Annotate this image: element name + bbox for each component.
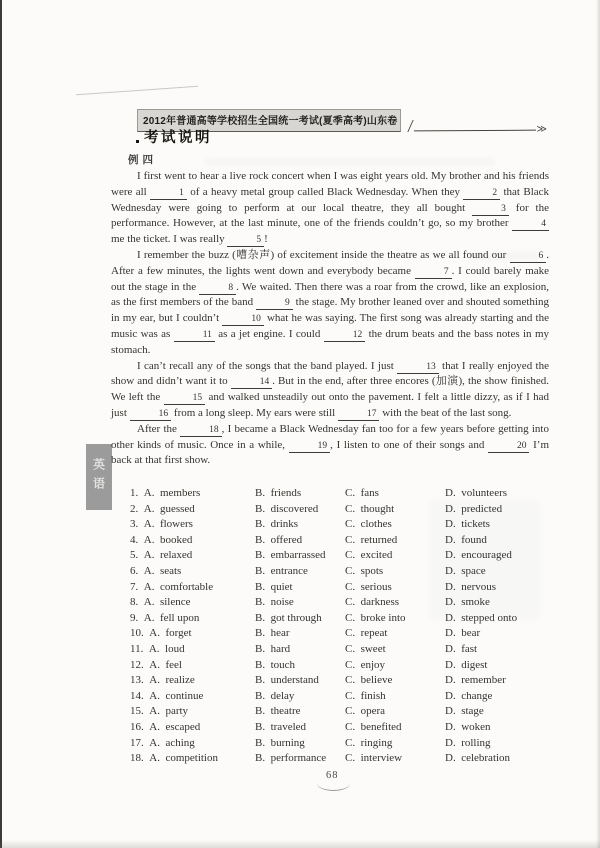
option-cell: D. digest <box>445 658 488 671</box>
question-row <box>130 704 560 720</box>
option-cell: D. found <box>445 533 487 546</box>
option-cell: D. smoke <box>445 596 490 609</box>
option-cell: C. sweet <box>345 642 386 655</box>
option-cell: B. embarrassed <box>255 549 326 562</box>
scan-right-edge <box>596 0 600 848</box>
cloze-blank: 7 <box>415 267 452 279</box>
option-cell: B. performance <box>255 752 327 765</box>
cloze-blank: 18 <box>180 425 222 437</box>
option-cell: 11. A. loud <box>130 642 185 655</box>
option-cell: C. broke into <box>345 611 406 624</box>
question-row <box>130 486 560 502</box>
option-cell: 7. A. comfortable <box>130 580 214 593</box>
option-cell: 8. A. silence <box>130 596 191 609</box>
section-bullet <box>136 140 139 143</box>
option-cell: B. hard <box>255 642 291 655</box>
options-list <box>130 486 560 767</box>
cloze-blank: 5 <box>227 235 264 247</box>
cloze-blank: 19 <box>289 441 331 453</box>
option-cell: D. space <box>445 564 486 577</box>
cloze-blank: 4 <box>512 219 549 231</box>
option-cell: 14. A. continue <box>130 689 204 702</box>
subject-tab-label: 英语 <box>91 458 106 496</box>
scan-bottom-edge <box>0 840 600 848</box>
cloze-blank: 14 <box>231 377 273 389</box>
option-cell: C. repeat <box>345 627 388 640</box>
subject-tab <box>86 444 112 510</box>
section-title: 考试说明 <box>144 130 212 146</box>
exam-title: 2012年普通高等学校招生全国统一考试(夏季高考)山东卷 <box>143 116 398 127</box>
option-cell: D. woken <box>445 720 491 733</box>
option-cell: B. traveled <box>255 720 307 733</box>
scan-left-edge <box>0 0 2 848</box>
option-cell: 9. A. fell upon <box>130 611 200 624</box>
option-cell: D. celebration <box>445 752 511 765</box>
option-cell: C. clothes <box>345 518 392 531</box>
cloze-blank: 11 <box>174 330 215 342</box>
cloze-blank: 15 <box>164 393 206 405</box>
option-cell: C. opera <box>345 705 386 718</box>
passage <box>111 169 549 469</box>
option-cell: B. discovered <box>255 502 319 515</box>
option-cell: D. predicted <box>445 502 503 515</box>
cloze-blank: 20 <box>488 441 530 453</box>
passage-paragraph: I can’t recall any of the songs that the band played. I just 13 that I really enjoyed the show and didn’t want it to 14 . But in the end, after three encores (加演), the show finished. We left the 15 and walked unsteadily out onto the pavement. I felt a little dizzy, as if I had just 16 from a long sleep. My ears were still 17 with the beat of the last song. <box>111 359 550 419</box>
option-cell: B. burning <box>255 736 305 749</box>
option-cell: C. returned <box>345 533 398 546</box>
option-cell: 15. A. party <box>130 705 189 718</box>
option-cell: C. excited <box>345 549 393 562</box>
cloze-blank: 8 <box>199 283 236 295</box>
option-cell: B. theatre <box>255 705 301 718</box>
question-row <box>130 502 560 518</box>
question-row <box>130 548 560 564</box>
question-row <box>130 626 560 642</box>
page-number: 68 <box>326 770 339 781</box>
option-cell: 18. A. competition <box>130 752 218 765</box>
option-cell: C. enjoy <box>345 658 386 671</box>
option-cell: 17. A. aching <box>130 736 195 749</box>
option-cell: D. fast <box>445 642 478 655</box>
passage-paragraph: After the 18 , I became a Black Wednesday fan too for a few years before getting into other kinds of music. Once in a while, 19 , I listen to one of their songs and 20 I’m back at that first show. <box>111 422 550 467</box>
passage-paragraph: I remember the buzz (嘈杂声) of excitement inside the theatre as we all found our 6 . After a few minutes, the lights went down and everybody became 7 . I could barely make out the stage in the 8 . We waited. Then there was a roar from the crowd, like an explosion, as the first members of the band 9 the stage. My brother leaned over and shouted something in my ear, but I couldn’t 10 what he was saying. The first song was already starting and the music was as 11 as a jet engine. I could 12 the drum beats and the bass notes in my stomach. <box>111 248 550 356</box>
ink-bleed <box>205 158 495 166</box>
option-cell: C. ringing <box>345 736 393 749</box>
option-cell: B. drinks <box>255 518 299 531</box>
cloze-blank: 2 <box>463 188 500 200</box>
question-row <box>130 595 560 611</box>
question-row <box>130 611 560 627</box>
option-cell: C. spots <box>345 564 384 577</box>
option-cell: C. darkness <box>345 596 400 609</box>
question-row <box>130 689 560 705</box>
page-number-arc <box>317 776 350 791</box>
cloze-blank: 13 <box>397 362 439 374</box>
option-cell: B. entrance <box>255 564 308 577</box>
option-cell: D. tickets <box>445 518 490 531</box>
cloze-blank: 16 <box>130 409 172 421</box>
option-cell: D. stepped onto <box>445 611 518 624</box>
header-rule <box>414 130 536 132</box>
option-cell: C. serious <box>345 580 392 593</box>
option-cell: B. touch <box>255 658 296 671</box>
question-row <box>130 720 560 736</box>
option-cell: D. nervous <box>445 580 497 593</box>
option-cell: B. offered <box>255 533 303 546</box>
option-cell: 10. A. forget <box>130 627 192 640</box>
option-cell: B. delay <box>255 689 295 702</box>
question-row <box>130 642 560 658</box>
option-cell: D. stage <box>445 705 484 718</box>
option-cell: B. got through <box>255 611 322 624</box>
scan-crease <box>76 86 198 96</box>
option-cell: 3. A. flowers <box>130 518 193 531</box>
option-cell: C. thought <box>345 502 395 515</box>
cloze-blank: 17 <box>338 409 380 421</box>
passage-paragraph: I first went to hear a live rock concert when I was eight years old. My brother and his friends were all 1 of a heavy metal group called Black Wednesday. When they 2 that Black Wednesday were going to perform at our local theatre, they all bought 3 for the performance. However, at the last minute, one of the friends couldn’t go, so my brother 4 me the ticket. I was really 5 ! <box>111 170 550 246</box>
option-cell: D. encouraged <box>445 549 512 562</box>
question-row <box>130 533 560 549</box>
option-cell: 2. A. guessed <box>130 502 195 515</box>
option-cell: 1. A. members <box>130 487 201 499</box>
option-cell: B. friends <box>255 487 302 499</box>
question-row <box>130 751 560 767</box>
cloze-blank: 10 <box>222 314 264 326</box>
option-cell: 6. A. seats <box>130 564 182 577</box>
double-chevron-icon: ≫ <box>536 124 547 135</box>
option-cell: 4. A. booked <box>130 533 193 546</box>
cloze-blank: 6 <box>510 251 547 263</box>
slash-divider <box>400 120 413 132</box>
option-cell: C. believe <box>345 674 393 687</box>
question-row <box>130 564 560 580</box>
option-cell: D. rolling <box>445 736 491 749</box>
option-cell: C. interview <box>345 752 403 765</box>
option-cell: D. volunteers <box>445 487 508 499</box>
cloze-blank: 9 <box>256 298 293 310</box>
example-label: 例四 <box>128 155 157 166</box>
option-cell: C. fans <box>345 487 379 499</box>
option-cell: B. quiet <box>255 580 293 593</box>
cloze-blank: 1 <box>150 188 187 200</box>
option-cell: D. change <box>445 689 493 702</box>
option-cell: B. noise <box>255 596 294 609</box>
option-cell: B. understand <box>255 674 319 687</box>
option-cell: 5. A. relaxed <box>130 549 193 562</box>
question-row <box>130 517 560 533</box>
question-row <box>130 580 560 596</box>
option-cell: D. remember <box>445 674 506 687</box>
question-row <box>130 673 560 689</box>
option-cell: 16. A. escaped <box>130 720 201 733</box>
cloze-blank: 3 <box>472 204 509 216</box>
option-cell: C. benefited <box>345 720 402 733</box>
option-cell: C. finish <box>345 689 386 702</box>
option-cell: 12. A. feel <box>130 658 182 671</box>
section-title-row <box>136 126 212 147</box>
option-cell: B. hear <box>255 627 290 640</box>
question-row <box>130 736 560 752</box>
cloze-blank: 12 <box>324 330 366 342</box>
option-cell: D. bear <box>445 627 481 640</box>
option-cell: 13. A. realize <box>130 674 195 687</box>
question-row <box>130 658 560 674</box>
